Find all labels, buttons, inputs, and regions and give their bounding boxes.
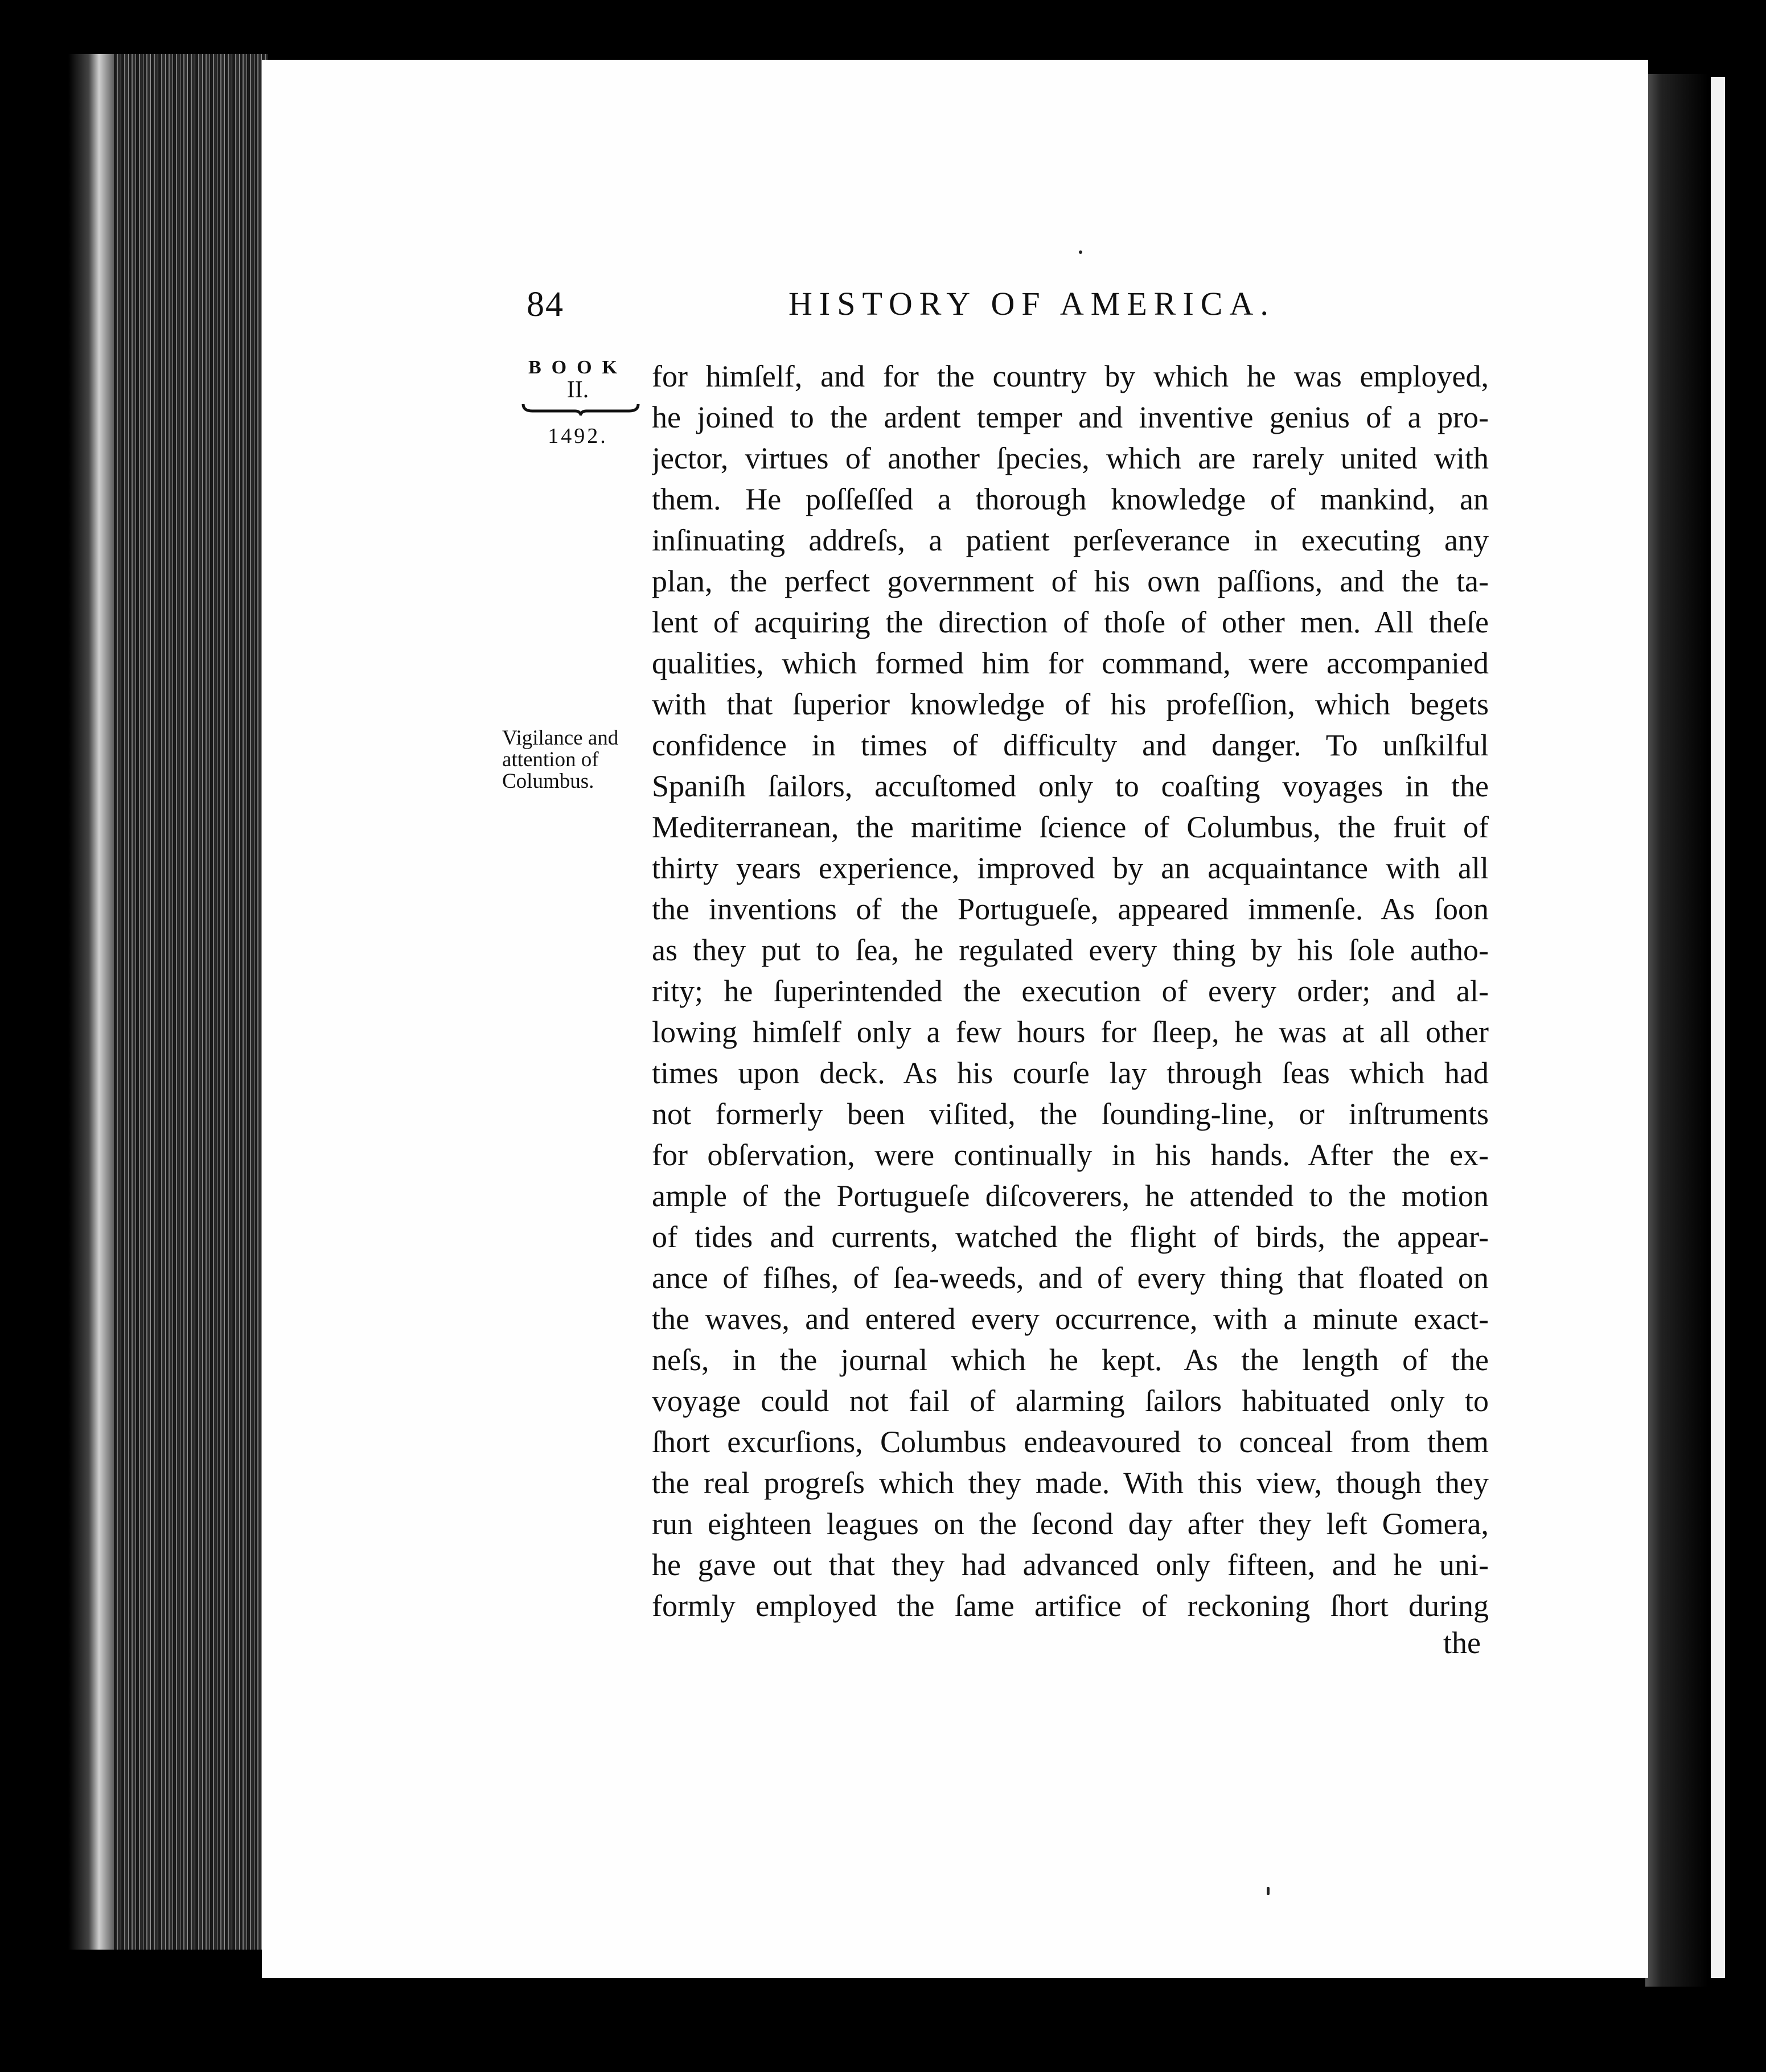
text-line: rity; he ſuperintended the execution of every order; and al- xyxy=(652,974,1489,1008)
text-line: for obſervation, were continually in his hands. After the ex- xyxy=(652,1138,1489,1172)
text-line: thirty years experience, improved by an acquaintance with all xyxy=(652,851,1489,885)
book-edge-right-strip xyxy=(1711,77,1725,1978)
margin-note xyxy=(502,727,633,792)
book-edge-left xyxy=(114,54,268,1950)
margin-year: 1492. xyxy=(548,424,608,448)
margin-note-line: Vigilance and xyxy=(502,726,619,750)
margin-book-marker xyxy=(521,357,635,449)
text-line: he gave out that they had advanced only fifteen, and he uni- xyxy=(652,1548,1489,1582)
running-title: HISTORY OF AMERICA. xyxy=(788,285,1275,322)
text-line: jector, virtues of another ſpecies, which are rarely united with xyxy=(652,441,1489,475)
book-edge-left-outer xyxy=(68,54,120,1950)
text-line: Mediterranean, the maritime ſcience of Columbus, the fruit of xyxy=(652,810,1489,844)
text-line: ſhort excurſions, Columbus endeavoured to conceal from them xyxy=(652,1425,1489,1459)
text-line: qualities, which formed him for command, were accompanied xyxy=(652,646,1489,680)
catchword: the xyxy=(1443,1626,1481,1660)
text-line: inſinuating addreſs, a patient perſeverance in executing any xyxy=(652,523,1489,557)
text-line: them. He poſſeſſed a thorough knowledge of mankind, an xyxy=(652,482,1489,516)
text-line: ample of the Portugueſe diſcoverers, he attended to the motion xyxy=(652,1179,1489,1213)
text-line: of tides and currents, watched the flight of birds, the appear- xyxy=(652,1220,1489,1254)
page-number: 84 xyxy=(527,285,564,324)
text-line: not formerly been viſited, the ſounding-line, or inſtruments xyxy=(652,1097,1489,1131)
text-line: with that ſuperior knowledge of his profeſſion, which begets xyxy=(652,687,1489,721)
book-edge-right xyxy=(1645,74,1708,1987)
text-line: lent of acquiring the direction of thoſe of other men. All theſe xyxy=(652,605,1489,639)
book-label: BOOK xyxy=(528,357,628,378)
margin-note-line: Columbus. xyxy=(502,770,594,793)
text-line: the real progreſs which they made. With this view, though they xyxy=(652,1466,1489,1500)
body-text xyxy=(652,356,1489,1626)
brace-ornament xyxy=(521,402,640,416)
text-line: ance of fiſhes, of ſea-weeds, and of every thing that floated on xyxy=(652,1261,1489,1295)
text-line: confidence in times of difficulty and danger. To unſkilful xyxy=(652,728,1489,762)
text-line: formly employed the ſame artifice of reckoning ſhort during xyxy=(652,1589,1489,1623)
text-line: the waves, and entered every occurrence, with a minute exact- xyxy=(652,1302,1489,1336)
ink-speck xyxy=(1267,1887,1270,1895)
text-line: for himſelf, and for the country by which he was employed, xyxy=(652,359,1489,393)
margin-note-line: attention of xyxy=(502,748,599,771)
text-line: plan, the perfect government of his own paſſions, and the ta- xyxy=(652,564,1489,598)
page-header xyxy=(527,285,1503,336)
text-line: lowing himſelf only a few hours for ſleep, he was at all other xyxy=(652,1015,1489,1049)
text-line: run eighteen leagues on the ſecond day after they left Gomera, xyxy=(652,1507,1489,1541)
text-line: the inventions of the Portugueſe, appeared immenſe. As ſoon xyxy=(652,892,1489,926)
ink-speck xyxy=(1079,250,1082,254)
text-line: voyage could not fail of alarming ſailors habituated only to xyxy=(652,1384,1489,1418)
text-line: he joined to the ardent temper and inventive genius of a pro- xyxy=(652,400,1489,434)
book-number: II. xyxy=(566,377,589,403)
text-line: neſs, in the journal which he kept. As the length of the xyxy=(652,1343,1489,1377)
text-line: Spaniſh ſailors, accuſtomed only to coaſting voyages in the xyxy=(652,769,1489,803)
text-line: as they put to ſea, he regulated every thing by his ſole autho- xyxy=(652,933,1489,967)
text-line: times upon deck. As his courſe lay through ſeas which had xyxy=(652,1056,1489,1090)
